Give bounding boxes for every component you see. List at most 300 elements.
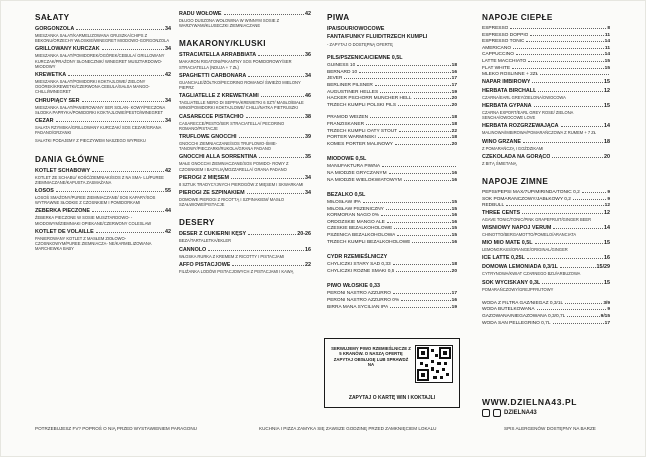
item-name: SOK WYCISKANY 0,3L bbox=[482, 279, 541, 286]
item-name: SPAGHETTI CARBONARA bbox=[179, 72, 247, 79]
dot-leader bbox=[366, 124, 451, 125]
item-name: PIEROGI ZE SZPINAKIEM bbox=[179, 190, 245, 197]
dot-leader bbox=[381, 215, 451, 216]
dot-leader bbox=[535, 243, 603, 244]
dot-leader bbox=[96, 232, 164, 233]
beer-group-label: CYDR RZEMIEŚLNICZY bbox=[327, 254, 388, 261]
item-price: 20-26 bbox=[297, 231, 311, 238]
section-title: SAŁATY bbox=[35, 13, 70, 22]
item-price: 15 bbox=[451, 206, 457, 212]
item-header bbox=[327, 213, 457, 218]
section-gap bbox=[179, 31, 311, 37]
item-price: 9 bbox=[607, 196, 610, 202]
item-name: WODA SAN PELLEGRINO 0,7L bbox=[482, 320, 551, 326]
menu-item bbox=[179, 52, 311, 69]
item-header bbox=[179, 190, 311, 196]
item-description: GNOCCHI ZIEMNIACZANE/SOS TRUFLOWO-ŚMIE- TANOWY/PIECZARKI/RUKOLA/GRANA PADANO bbox=[179, 141, 277, 152]
item-price: 38 bbox=[305, 113, 311, 120]
item-name: STRACIATELLA ARRABBIATA bbox=[179, 52, 257, 59]
item-header bbox=[482, 103, 610, 109]
item-header bbox=[482, 321, 610, 326]
ask-for-wine-list: ZAPYTAJ O KARTĘ WIN I KOKTAJLI bbox=[348, 395, 436, 401]
item-header bbox=[327, 122, 457, 127]
item-price: 22 bbox=[451, 128, 457, 134]
item-price: 34 bbox=[165, 46, 171, 53]
item-header bbox=[482, 72, 610, 77]
item-header bbox=[482, 46, 610, 51]
item-price: 15/29 bbox=[596, 264, 610, 271]
item-name: WODA BUTELKOWANA bbox=[482, 307, 535, 313]
item-name: CZESKIE BEZALKOHOLOWE bbox=[327, 226, 393, 232]
item-name: HACKER PSCHORR MUNCHER HELL bbox=[327, 96, 412, 102]
item-price: 18 bbox=[451, 262, 457, 268]
dot-leader bbox=[344, 78, 450, 79]
item-header bbox=[482, 307, 610, 312]
item-header bbox=[482, 154, 610, 160]
menu-item bbox=[179, 114, 311, 131]
item-name: WINO GRZANE bbox=[482, 138, 521, 145]
item-price: 16 bbox=[451, 219, 457, 225]
item-name: GNOCCHI ALLA SORRENTINA bbox=[179, 154, 258, 161]
social-handle-row bbox=[482, 409, 610, 417]
item-name: GAZOWANA/NIEGAZOWANA 0,3/0,7L bbox=[482, 313, 566, 319]
item-name: PERONI NASTRO AZZURRO bbox=[327, 291, 391, 297]
dot-leader bbox=[528, 61, 603, 62]
beer-group-label: PILS/PSZENICA/CIEMNE 0,5L bbox=[327, 55, 403, 62]
dot-leader bbox=[389, 173, 451, 174]
item-price: 16 bbox=[451, 69, 457, 75]
dot-leader bbox=[82, 101, 164, 102]
item-header bbox=[327, 76, 457, 81]
item-description: CZARNA/EARL GREY/ZIELONA/OWOCOWA bbox=[482, 94, 566, 100]
dot-leader bbox=[380, 92, 450, 93]
group-gap bbox=[327, 148, 457, 154]
beer-group-note: - ZAPYTAJ O DOSTĘPNĄ OFERTĘ bbox=[327, 42, 393, 47]
dot-leader bbox=[92, 211, 164, 212]
section-gap bbox=[35, 147, 171, 153]
dot-leader bbox=[363, 202, 451, 203]
dot-leader bbox=[526, 41, 603, 42]
item-price: 17 bbox=[604, 320, 610, 326]
item-header bbox=[327, 262, 457, 267]
item-name: ICE LATTE 0,25L bbox=[482, 255, 525, 262]
menu-item bbox=[482, 280, 610, 292]
page-footer bbox=[1, 426, 645, 436]
dot-leader bbox=[553, 228, 603, 229]
item-header bbox=[482, 210, 610, 216]
item-price: 42 bbox=[165, 167, 171, 174]
item-price: 34 bbox=[305, 190, 311, 197]
item-header bbox=[482, 123, 610, 129]
dot-leader bbox=[534, 106, 603, 107]
item-name: GORGONZOLA bbox=[35, 26, 75, 32]
item-header bbox=[35, 188, 171, 194]
item-header bbox=[179, 52, 311, 58]
item-name: LATTE MACCHIATO bbox=[482, 58, 527, 64]
menu-item bbox=[482, 123, 610, 135]
item-description: MIESZANKA SAŁAT/KARMELIZOWANA GRUSZKA/CHIPS Z BEKONU/ORZECHY WŁOSKIE/WINEGRET MIODOWO-GORGONZOLA bbox=[35, 33, 170, 44]
beer-group-label: IPA/SOUR/OWOCOWE bbox=[327, 26, 385, 32]
item-header bbox=[35, 72, 171, 78]
item-name: PSZENICA BEZALKOHOLOWA bbox=[327, 233, 396, 239]
item-price: 42 bbox=[165, 228, 171, 235]
item-header bbox=[179, 73, 311, 79]
item-description: CASARECCE/PESTO/SER STRACIATELLA/ PECORINO ROMANO/PISTACJE bbox=[179, 120, 285, 131]
dot-leader bbox=[92, 171, 164, 172]
item-header bbox=[327, 226, 457, 231]
menu-item bbox=[482, 103, 610, 120]
item-price: 11 bbox=[604, 32, 610, 38]
item-name: FRANZISKANER bbox=[327, 121, 365, 127]
item-header bbox=[482, 190, 610, 195]
item-price: 16 bbox=[451, 170, 457, 176]
item-price: 15 bbox=[604, 240, 610, 247]
item-name: ESPRESSO TONIC bbox=[482, 39, 525, 45]
dot-leader bbox=[370, 117, 451, 118]
menu-item bbox=[179, 134, 311, 151]
menu-column-3 bbox=[327, 11, 457, 311]
item-name: REDBULL bbox=[482, 203, 505, 209]
item-header bbox=[179, 93, 311, 99]
item-description: ŁOSOŚ SMAŻONY/PUREE ZIEMNIACZANE/ SOS KAPARY/SOS WYTRAWNE SŁODKIE Z CZOSNKIEM I POMIDORKAMI bbox=[35, 195, 156, 206]
menu-item bbox=[482, 154, 610, 166]
menu-item bbox=[179, 175, 311, 187]
item-description: DOMOWE PIEROGI Z RICOTTĄ I SZPINAKIEM/ MASŁO SZAŁWIOWE/PISTACJE bbox=[179, 197, 285, 208]
item-header bbox=[482, 280, 610, 286]
item-name: SOK POMARAŃCZOWY/JABŁKOWY 0,2 bbox=[482, 196, 571, 202]
item-header bbox=[327, 178, 457, 183]
item-name: WIŚNIOWY NAPÓJ VERUM bbox=[482, 224, 552, 231]
item-header bbox=[179, 134, 311, 140]
item-price: 17 bbox=[451, 291, 457, 297]
item-name: TRUFLOWE GNOCCHI bbox=[179, 134, 237, 141]
item-header bbox=[327, 305, 457, 310]
dot-leader bbox=[523, 142, 603, 143]
item-header bbox=[179, 154, 311, 160]
menu-item bbox=[482, 210, 610, 222]
item-price: 18 bbox=[451, 115, 457, 121]
item-name: MLEKO ROŚLINNE + 2ZŁ bbox=[482, 72, 539, 78]
section-title: NAPOJE CIEPŁE bbox=[482, 13, 553, 22]
item-price: 15 bbox=[604, 102, 610, 109]
beer-group-label: MIODOWE 0,5L bbox=[327, 156, 367, 163]
menu-item bbox=[482, 225, 610, 237]
item-header bbox=[327, 96, 457, 101]
menu-item bbox=[179, 231, 311, 243]
dot-leader bbox=[552, 157, 603, 158]
dot-leader bbox=[538, 91, 603, 92]
item-name: CHYLICZKI STARY SAD 0,33 bbox=[327, 262, 391, 268]
item-name: JEVER bbox=[327, 76, 343, 82]
item-name: NA MIODZIE GRYCZANYM bbox=[327, 170, 387, 176]
item-price: 16 bbox=[451, 213, 457, 219]
item-description: MAŁE GNOCCHI ZIEMNIACZANE/SOS POMIDO- ROWY Z CZOSNKIEM I BAZYLIĄ/MOZZARELLA/ GRANA PADANO bbox=[179, 161, 289, 172]
dot-leader bbox=[396, 271, 450, 272]
menu-item bbox=[35, 26, 171, 43]
item-price: 14 bbox=[604, 224, 610, 231]
item-name: ESPRESSO DOPPIO bbox=[482, 32, 529, 38]
item-description: SAŁATKI PODAJEMY Z PIECZYWEM NASZEGO WYPIEKU bbox=[35, 138, 146, 144]
dot-leader bbox=[560, 267, 596, 268]
item-header bbox=[482, 203, 610, 208]
item-price: 12 bbox=[604, 87, 610, 94]
dot-leader bbox=[232, 265, 304, 266]
menu-item bbox=[35, 208, 171, 225]
item-header bbox=[327, 207, 457, 212]
item-header bbox=[327, 298, 457, 303]
item-price: 34 bbox=[165, 118, 171, 125]
item-name: HERBATA GYPANA bbox=[482, 102, 532, 109]
item-description: FILIŻANKA LODÓW PISTACJOWYCH Z PISTACJAMI I KAWĄ bbox=[179, 268, 294, 274]
item-header bbox=[35, 98, 171, 104]
item-name: CANNOLO bbox=[179, 246, 207, 253]
item-name: BERNARD 10 bbox=[327, 69, 358, 75]
menu-item bbox=[482, 139, 610, 151]
item-price: 20 bbox=[451, 102, 457, 108]
item-price: 16 bbox=[451, 239, 457, 245]
item-header bbox=[482, 59, 610, 64]
item-price: 12 bbox=[604, 203, 610, 209]
item-header bbox=[327, 220, 457, 225]
dot-leader bbox=[359, 72, 451, 73]
dot-leader bbox=[382, 166, 456, 167]
group-gap bbox=[327, 275, 457, 281]
dot-leader bbox=[378, 137, 451, 138]
item-price: 20 bbox=[451, 268, 457, 274]
menu-item bbox=[179, 93, 311, 110]
item-header bbox=[482, 255, 610, 261]
item-description: MIESZANKA SAŁAT/POMIDORKI KOKTAJLOWE/ ZIELONY OGÓREK/KREWETKI/CZERWONA CEBULA/SAŁSA MANGO-CHILLI/WINEGRET bbox=[35, 79, 150, 95]
item-name: KORMORAN NAGO 0% bbox=[327, 213, 379, 219]
section-gap bbox=[482, 169, 610, 175]
item-name: GUINESS 10 bbox=[327, 63, 356, 69]
item-price: 42 bbox=[305, 11, 311, 17]
item-price: 55 bbox=[165, 188, 171, 195]
item-price: 36 bbox=[305, 52, 311, 59]
section-title: NAPOJE ZIMNE bbox=[482, 176, 549, 186]
item-description: SAŁATA RZYMSKA/GRILLOWANY KURCZAK/ SOS CEZAR/GRANA PADANO/GRZANKI bbox=[35, 125, 162, 136]
item-price: 9 bbox=[607, 307, 610, 313]
item-name: WODA Z FILTRA GAZ/NIEGAZ 0,3/1L bbox=[482, 300, 564, 306]
dot-leader bbox=[567, 316, 599, 317]
item-header bbox=[482, 33, 610, 38]
item-name: KOTLET SCHABOWY bbox=[35, 167, 91, 174]
item-description: KOTLET ZE SCHABU/ KOŚĆ/ZIEMNIAKI/SOS Z NA SMA- LU/PUREE ZIEMNIACZANE/KAPUSTA ZASMAŻANA bbox=[35, 174, 164, 185]
dot-leader bbox=[259, 157, 304, 158]
menu-item bbox=[179, 73, 311, 90]
item-price: 34 bbox=[305, 174, 311, 181]
menu-item bbox=[35, 98, 171, 115]
item-name: BERLINER PILSNER bbox=[327, 82, 373, 88]
dot-leader bbox=[393, 293, 451, 294]
item-name: MIO MIO MATE 0,5L bbox=[482, 240, 533, 247]
dot-leader bbox=[248, 234, 296, 235]
menu-column-1 bbox=[35, 11, 171, 254]
item-price: 15 bbox=[604, 78, 610, 85]
item-price: 14 bbox=[604, 52, 610, 58]
dot-leader bbox=[537, 309, 607, 310]
item-description: TAGLIATELLE NERO DI SEPPIA/KREWETKI 6 SZT/ MASŁO/BIAŁE WINO/POMIDORKI KOKTAJLOWE/ CHILLI/NATKA PIETRUSZKI bbox=[179, 100, 304, 111]
item-header bbox=[179, 114, 311, 120]
item-header bbox=[327, 200, 457, 205]
social-handle: DZIELNA43 bbox=[504, 410, 537, 416]
instagram-icon[interactable] bbox=[482, 409, 490, 417]
item-price: 14 bbox=[604, 123, 610, 130]
dot-leader bbox=[414, 98, 451, 99]
dot-leader bbox=[387, 222, 451, 223]
item-header bbox=[179, 231, 311, 237]
item-name: PORTER WARMIŃSKI bbox=[327, 135, 376, 141]
item-name: DESER Z CUKIERNI KĘSY bbox=[179, 231, 247, 238]
dot-leader bbox=[573, 199, 606, 200]
dot-leader bbox=[582, 192, 607, 193]
item-price: 18 bbox=[451, 121, 457, 127]
menu-item bbox=[179, 247, 311, 259]
social-block bbox=[482, 397, 610, 417]
item-header bbox=[482, 39, 610, 44]
beer-group-label: BEZALKO 0,5L bbox=[327, 192, 366, 199]
item-price: 35 bbox=[305, 154, 311, 161]
item-price: 46 bbox=[305, 93, 311, 100]
dot-leader bbox=[513, 48, 604, 49]
item-name: ŁOSOŚ bbox=[35, 188, 54, 195]
item-header bbox=[482, 139, 610, 145]
item-header bbox=[327, 171, 457, 176]
group-gap bbox=[327, 246, 457, 252]
section-gap bbox=[179, 210, 311, 216]
dot-leader bbox=[561, 126, 603, 127]
menu-item bbox=[482, 240, 610, 252]
menu-item bbox=[35, 72, 171, 95]
item-header bbox=[35, 168, 171, 174]
item-header bbox=[482, 66, 610, 71]
item-name: BIRRA MANA SYCILIAN IPA bbox=[327, 304, 389, 310]
item-name: CZEKOLADA NA GORĄCO bbox=[482, 153, 551, 160]
item-header bbox=[327, 63, 457, 68]
dot-leader bbox=[527, 258, 603, 259]
item-name: MIŁOSŁAW PSZENICZNY bbox=[327, 206, 384, 212]
dot-leader bbox=[56, 121, 164, 122]
item-price: 15 bbox=[604, 279, 610, 286]
menu-item bbox=[179, 190, 311, 207]
website-link[interactable]: WWW.DZIELNA43.PL bbox=[482, 397, 578, 407]
item-price: 19 bbox=[451, 89, 457, 95]
item-header bbox=[179, 175, 311, 181]
item-header bbox=[482, 197, 610, 202]
item-name: HERBATA ROZGRZEWAJĄCA bbox=[482, 123, 559, 130]
item-description: CHINOTTO/BERGAMOTTO/POMELO/ARANCIATA bbox=[482, 231, 577, 237]
item-name: PEPSI/PEPSI MAX/7UP/MIRINDA/TONIC 0,2 bbox=[482, 189, 580, 195]
item-header bbox=[482, 314, 610, 319]
menu-column-2 bbox=[179, 11, 311, 277]
beer-group-label: PIWO WŁOSKIE 0,33 bbox=[327, 283, 381, 290]
item-name: GRILLOWANY KURCZAK bbox=[35, 46, 100, 53]
item-name: PRAMOD WEIZEN bbox=[327, 115, 369, 121]
item-header bbox=[327, 129, 457, 134]
item-price: 15 bbox=[604, 58, 610, 64]
item-header bbox=[327, 240, 457, 245]
item-price: 15 bbox=[451, 200, 457, 206]
item-name: MANUFAKTURA PIWNA bbox=[327, 164, 381, 170]
craft-beer-promo-box bbox=[324, 338, 460, 408]
item-description: ŻEBERKA PIECZONE W SOSIE MUSZTARDOWO- -MIODOWYM/ZIEMNIAKI OPIEKANE/CZERWONY COLESLAW bbox=[35, 215, 152, 226]
item-description: LEMONGRASS/ORANGE/ORIGINAL/GINGER bbox=[482, 247, 568, 253]
item-header bbox=[327, 103, 457, 108]
dot-leader bbox=[390, 307, 450, 308]
item-description: Z POMARAŃCZĄ I GOŹDZIKAMI bbox=[482, 145, 544, 151]
item-name: AUGUSTINER HELLES bbox=[327, 89, 379, 95]
dot-leader bbox=[565, 303, 602, 304]
item-price: 15 bbox=[451, 226, 457, 232]
item-price: 18 bbox=[451, 135, 457, 141]
item-header bbox=[482, 52, 610, 57]
item-price: 20 bbox=[451, 96, 457, 102]
item-price: 9/15 bbox=[600, 313, 610, 319]
beer-group-sub: FANTA/FUNKY FLUID/TRZECH KUMPLI bbox=[327, 34, 428, 40]
item-name: KOMES PORTER MALINOWY bbox=[327, 141, 394, 147]
menu-column-4 bbox=[482, 11, 610, 327]
item-name: TRZECH KUMPLI POLSKI PILS bbox=[327, 102, 397, 108]
dot-leader bbox=[530, 35, 604, 36]
item-header bbox=[482, 240, 610, 246]
item-price: 9 bbox=[607, 189, 610, 195]
item-name: CAPPUCCINO bbox=[482, 52, 514, 58]
item-name: NAPAR IMBIROWY bbox=[482, 78, 531, 85]
dot-leader bbox=[542, 283, 603, 284]
item-header bbox=[482, 225, 610, 231]
item-header bbox=[482, 79, 610, 85]
item-name: TAGLIATELLE Z KREWETKAMI bbox=[179, 93, 259, 100]
menu-item bbox=[179, 11, 311, 28]
group-gap bbox=[327, 47, 457, 53]
dot-leader bbox=[357, 65, 450, 66]
dot-leader bbox=[248, 76, 304, 77]
item-header bbox=[35, 208, 171, 214]
item-name: DOMOWA LEMONIADA 0,3/1L bbox=[482, 264, 558, 271]
item-description: DŁUGO DUSZONA WOŁOWINA W WINNYM SOSIE Z WARZYWAMI/KLUSECZKI ZIEMNIACZANE bbox=[179, 18, 280, 29]
dot-leader bbox=[375, 85, 451, 86]
dot-leader bbox=[532, 82, 603, 83]
item-description: MALINOWA/IMBIROWA/POMARAŃCZOWA Z RUMEM + 7 ZŁ bbox=[482, 130, 597, 136]
item-description: POMARAŃCZOWY/GREJPFRUTOWY bbox=[482, 286, 554, 292]
dot-leader bbox=[510, 28, 606, 29]
item-header bbox=[179, 247, 311, 253]
dot-leader bbox=[394, 228, 450, 229]
dot-leader bbox=[56, 191, 164, 192]
footer-kitchen-note: KUCHNIA I PIZZA ZAMYKA SIĘ ZAWSZE GODZINĘ PRZED ZAMKNIĘCIEM LOKALU bbox=[259, 426, 437, 431]
promo-text: SERWUJEMY PIWO RZEMIEŚLNICZE Z 5 KRANÓW. O NASZĄ OFERTĘ ZAPYTAJ OBSŁUGĘ LUB SPRAWDŹ NA bbox=[331, 346, 411, 368]
dot-leader bbox=[401, 300, 450, 301]
item-header bbox=[482, 26, 610, 31]
item-header bbox=[327, 233, 457, 238]
footer-allergen-note: SPIS ALERGENÓW DOSTĘPNY NA BARZE bbox=[504, 426, 596, 431]
item-price: 16 bbox=[604, 255, 610, 262]
item-description: CZARNA EXPORT/EARL GREY ROSE/ ZIELONA SENCHA/OWOCOWE LOVE bbox=[482, 109, 574, 121]
item-name: THREE CENTS bbox=[482, 209, 521, 216]
item-price: 18 bbox=[604, 138, 610, 145]
dot-leader bbox=[540, 74, 609, 75]
item-header bbox=[327, 269, 457, 274]
item-name: TRZECH KUMPLI BEZALKOHOLOWE bbox=[327, 239, 411, 245]
item-name: MIŁOSŁAW IPA bbox=[327, 200, 361, 206]
group-gap bbox=[327, 184, 457, 190]
menu-item bbox=[179, 262, 311, 274]
item-price: 17 bbox=[451, 76, 457, 82]
item-description: 8 SZTUK TRADYCYJNYCH PIEROGÓW Z MIĘSEM I SKWARKAMI bbox=[179, 181, 304, 187]
qr-code-icon[interactable] bbox=[415, 345, 453, 383]
facebook-icon[interactable] bbox=[493, 409, 501, 417]
item-price: 34 bbox=[305, 72, 311, 79]
